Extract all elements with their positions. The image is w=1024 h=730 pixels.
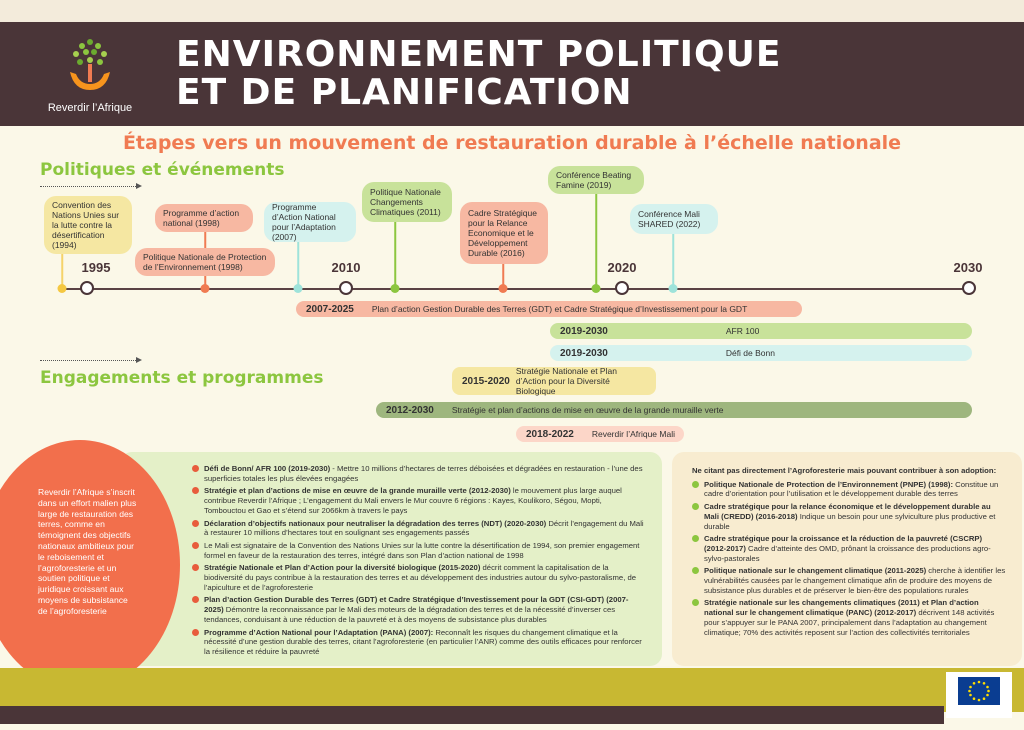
- bar-biodiversity: [452, 367, 656, 395]
- bullet-icon: [692, 535, 699, 542]
- bar-label: Plan d’action Gestion Durable des Terres (GDT) et Cadre Stratégique d’Investissement pour la GDT: [371, 304, 748, 314]
- eu-flag-icon: [958, 677, 1000, 705]
- stem: [297, 240, 299, 286]
- bar-years: 2007-2025: [306, 303, 354, 315]
- stem: [394, 220, 396, 286]
- list-item: Le Mali est signataire de la Convention des Nations Unies sur la lutte contre la désertification de 1994, son premier engagement formel en faveur de la restauration des terres, intégré dans son Plan d’action national de 1998: [192, 541, 644, 560]
- event-bubble-mali-shared: Conférence Mali SHARED (2022): [630, 204, 718, 234]
- indirect-intro: Ne citant pas directement l’Agroforesterie mais pouvant contribuer à son adoption:: [692, 466, 997, 475]
- list-item: Stratégie nationale sur les changements climatiques (2011) et Plan d’action national sur le changement climatique (PANC) (2012-2017) décrivent 148 activités pour s’appuyer sur le PANA 2007, principalement dans l’adaptation au changement climatique; 70% des activités reposent sur l’action des collectivités territoriales: [692, 598, 1006, 637]
- bar-label: AFR 100: [725, 326, 760, 336]
- dotted-arrow: [40, 360, 140, 361]
- commitments-list: [192, 464, 644, 660]
- eu-logo: [946, 672, 1012, 718]
- bullet-icon: [692, 567, 699, 574]
- year-label: 2030: [953, 260, 983, 275]
- bar-years: 2015-2020: [462, 375, 510, 387]
- timeline-axis: [60, 288, 970, 290]
- stem: [595, 192, 597, 286]
- event-dot: [58, 284, 67, 293]
- event-bubble-beating-famine: Conférence Beating Famine (2019): [548, 166, 644, 194]
- event-bubble-credd: Cadre Stratégique pour la Relance Economique et le Développement Durable (2016): [460, 202, 548, 264]
- tree-hands-icon: [40, 32, 140, 102]
- bar-label: Reverdir l’Afrique Mali: [591, 429, 675, 439]
- list-item: Cadre stratégique pour la relance économique et le développement durable au Mali (CREDD) (2016-2018) Indique un besoin pour une sylviculture plus productive et durable: [692, 502, 1006, 531]
- event-bubble-pana: Programme d’Action National pour l’Adaptation (2007): [264, 202, 356, 242]
- bullet-icon: [192, 542, 199, 549]
- footer-bar: [0, 706, 944, 724]
- list-item: Programme d’Action National pour l’Adaptation (PANA) (2007): Reconnaît les risques du changement climatique et la nécessité d’une gestion durable des terres, citant l’agroforesterie (en particulier l’ANR) comme des outils efficaces pour renforcer la résilience et réduire la pauvreté: [192, 628, 644, 657]
- list-item: Plan d’action Gestion Durable des Terres (GDT) et Cadre Stratégique d’Investissement pour la GDT (CSI-GDT) (2007-2025) Démontre la reconnaissance par le Mali des moteurs de la dégradation des terres et de la nécessité d’inverser ces tendances, conduisant à une réduction de la pauvreté et à des moyens de subsistance plus durables: [192, 595, 644, 624]
- bullet-icon: [192, 564, 199, 571]
- stem: [502, 262, 504, 286]
- bullet-icon: [692, 599, 699, 606]
- header-banner: [0, 22, 1024, 126]
- event-dot: [201, 284, 210, 293]
- bar-reverdir-mali: [516, 426, 684, 442]
- bullet-icon: [692, 481, 699, 488]
- bullet-icon: [192, 487, 199, 494]
- year-marker: [80, 281, 94, 295]
- bar-label: Stratégie et plan d’actions de mise en œuvre de la grande muraille verte: [451, 405, 724, 415]
- bullet-icon: [692, 503, 699, 510]
- bar-gdt: [296, 301, 802, 317]
- bar-years: 2018-2022: [526, 428, 574, 440]
- bar-years: 2019-2030: [560, 347, 608, 359]
- stem: [61, 252, 63, 286]
- list-item: Politique nationale sur le changement climatique (2011-2025) cherche à identifier les vulnérabilités causées par le changement climatique afin de produire des moyens de subsistance plus durables et de préserver le bien-être des populations rurales: [692, 566, 1006, 595]
- event-dot: [391, 284, 400, 293]
- title-line-1: ENVIRONNEMENT POLITIQUE: [176, 34, 782, 75]
- event-bubble-pncc: Politique Nationale Changements Climatiques (2011): [362, 182, 452, 222]
- list-item: Stratégie Nationale et Plan d’Action pour la diversité biologique (2015-2020) décrit comment la capitalisation de la biodiversité du pays contribue à la restauration des terres et au développement des industries autour du sylvo-pastoralisme, de l’apiculture et de l’agroforesterie: [192, 563, 644, 592]
- year-label: 2020: [607, 260, 637, 275]
- intro-text: Reverdir l’Afrique s’inscrit dans un effort malien plus large de restauration des terres, comme en témoignent des objectifs nationaux ambitieux pour le reboisement et l’agroforesterie et un soutien politique et juridique croissant aux moyens de subsistance de l’agroforesterie: [38, 487, 137, 616]
- list-item: Déclaration d’objectifs nationaux pour neutraliser la dégradation des terres (NDT) (2020-2030) Décrit l’engagement du Mali à restaurer 10 millions d’hectares tout en soulignant ses engagements passés: [192, 519, 644, 538]
- year-label: 2010: [331, 260, 361, 275]
- year-marker: [339, 281, 353, 295]
- list-item: Politique Nationale de Protection de l’Environnement (PNPE) (1998): Constitue un cadre d’orientation pour l’utilisation et le développement durable des terres: [692, 480, 1006, 499]
- bullet-icon: [192, 465, 199, 472]
- logo: [40, 32, 140, 120]
- section-title-policies: Politiques et événements: [40, 160, 285, 180]
- dotted-arrow: [40, 186, 140, 187]
- logo-text: Reverdir l’Afrique: [47, 102, 133, 114]
- year-marker: [615, 281, 629, 295]
- event-bubble-unccd: Convention des Nations Unies sur la lutte contre la désertification (1994): [44, 196, 132, 254]
- top-strip: [0, 0, 1024, 22]
- bar-years: 2019-2030: [560, 325, 608, 337]
- year-marker: [962, 281, 976, 295]
- bar-label: Stratégie Nationale et Plan d’Action pour la Diversité Biologique: [515, 366, 617, 396]
- bar-afr100: [550, 323, 972, 339]
- bullet-icon: [192, 520, 199, 527]
- list-item: Cadre stratégique pour la croissance et la réduction de la pauvreté (CSCRP) (2012-2017) Cadre d’atteinte des OMD, prônant la croissance des productions agro-sylvo-pastorales: [692, 534, 1006, 563]
- event-bubble-pnpe: Politique Nationale de Protection de l’Environnement (1998): [135, 248, 275, 276]
- title-line-2: ET DE PLANIFICATION: [176, 72, 633, 113]
- bullet-icon: [192, 596, 199, 603]
- indirect-policies-list: [692, 466, 1006, 640]
- event-dot: [592, 284, 601, 293]
- section-title-commitments: Engagements et programmes: [40, 368, 324, 388]
- bar-years: 2012-2030: [386, 404, 434, 416]
- bar-great-green-wall: [376, 402, 972, 418]
- bar-label: Défi de Bonn: [725, 348, 775, 358]
- event-dot: [294, 284, 303, 293]
- bullet-icon: [192, 629, 199, 636]
- page-title: [176, 36, 782, 112]
- event-dot: [499, 284, 508, 293]
- page-subtitle: Étapes vers un mouvement de restauration durable à l’échelle nationale: [122, 132, 902, 154]
- list-item: Stratégie et plan d’actions de mise en œuvre de la grande muraille verte (2012-2030) le mouvement plus large auquel contribue Reverdir l’Afrique ; L’engagement du Mali envers le Mur couvre 6 régions : Kayes, Koulikoro, Ségou, Mopti, Tombouctou et Gao et s’étend sur 2066km à travers le pays: [192, 486, 644, 515]
- stem: [672, 232, 674, 286]
- event-bubble-pan: Programme d’action national (1998): [155, 204, 253, 232]
- list-item: Défi de Bonn/ AFR 100 (2019-2030) - Mettre 10 millions d’hectares de terres déboisées et dégradées en restauration - l’une des superficies totales les plus élevées engagées: [192, 464, 644, 483]
- bar-bonn: [550, 345, 972, 361]
- year-label: 1995: [81, 260, 111, 275]
- event-dot: [669, 284, 678, 293]
